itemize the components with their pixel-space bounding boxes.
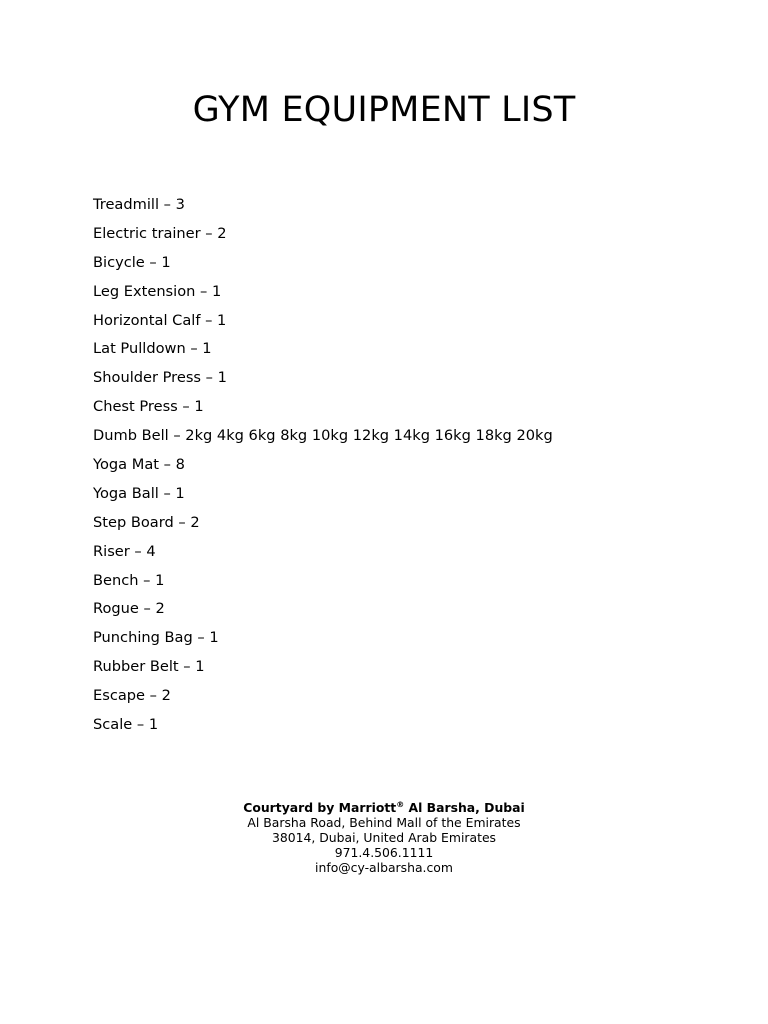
list-item-punching-bag: Punching Bag – 1 [93,629,219,647]
list-item-rubber-belt: Rubber Belt – 1 [93,658,205,676]
hotel-name-suffix: Al Barsha, Dubai [404,800,525,815]
phone-number: 971.4.506.1111 [334,845,434,860]
email-address: info@cy-albarsha.com [315,860,453,875]
list-item-electric-trainer: Electric trainer – 2 [93,224,227,242]
registered-mark: ® [396,799,405,809]
list-item-yoga-ball: Yoga Ball – 1 [93,484,185,502]
list-item-escape: Escape – 2 [93,687,171,705]
list-item-chest-press: Chest Press – 1 [93,398,204,416]
address-line-2: 38014, Dubai, United Arab Emirates [271,830,497,845]
list-item-yoga-mat: Yoga Mat – 8 [93,456,185,474]
list-item-shoulder-press: Shoulder Press – 1 [93,369,227,387]
hotel-name [0,800,768,815]
list-item-riser: Riser – 4 [93,542,156,560]
page-title: GYM EQUIPMENT LIST [192,90,576,130]
list-item-bicycle: Bicycle – 1 [93,253,171,271]
equipment-list [93,191,553,740]
list-item-treadmill: Treadmill – 3 [93,196,185,213]
list-item-bench: Bench – 1 [93,571,165,589]
list-item-step-board: Step Board – 2 [93,513,200,531]
footer-contact-block [0,800,768,875]
list-item-dumb-bell: Dumb Bell – 2kg 4kg 6kg 8kg 10kg 12kg 14kg 16kg 18kg 20kg [93,427,553,445]
hotel-name-prefix: Courtyard by Marriott [243,800,397,815]
list-item-leg-extension: Leg Extension – 1 [93,282,222,300]
list-item-horizontal-calf: Horizontal Calf – 1 [93,311,227,329]
address-line-1: Al Barsha Road, Behind Mall of the Emirates [247,815,521,830]
list-item-scale: Scale – 1 [93,716,159,734]
list-item-lat-pulldown: Lat Pulldown – 1 [93,340,212,358]
list-item-rogue: Rogue – 2 [93,600,165,618]
